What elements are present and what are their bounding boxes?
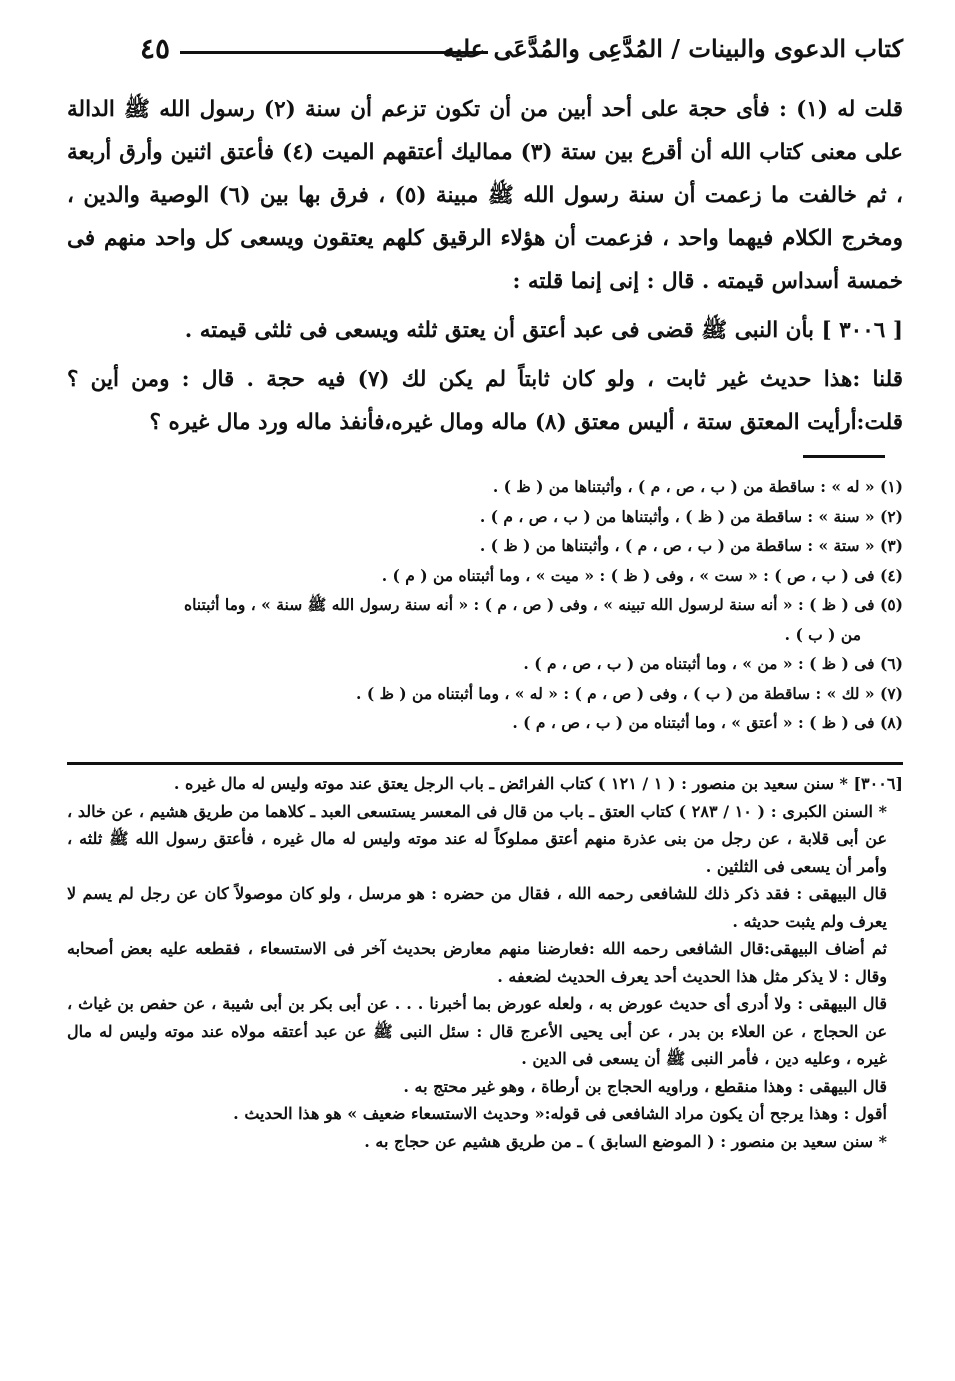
running-header — [140, 34, 903, 74]
footnote-6: (٦) فى ( ظ ) : « من » ، وما أثبتناه من ( ب ، ص ، م ) . — [523, 654, 903, 673]
header-rule — [180, 51, 488, 54]
hadith-references — [67, 770, 903, 1155]
footnote-1: (١) « له » : ساقطة من ( ب ، ص ، م ) ، وأثبتناها من ( ظ ) . — [492, 477, 903, 496]
running-title: كتاب الدعوى والبينات / المُدَّعِى والمُدَّعَى عليه — [442, 34, 903, 63]
page-number: ٤٥ — [140, 32, 171, 65]
main-text — [67, 88, 903, 444]
reference-4: ثم أضاف البيهقى:قال الشافعى رحمه الله :فعارضنا منهم معارض بحديث آخر فى الاستسعاء ، فقطعه عليه بعض أصحابه وقال : لا يذكر مثل هذا الحديث أحد يعرف الحديث لضعفه . — [67, 939, 887, 986]
footnote-3: (٣) « ستة » : ساقطة من ( ب ، ص ، م ) ، وأثبتناها من ( ظ ) . — [479, 536, 903, 555]
reference-2: * السنن الكبرى : ( ١٠ / ٢٨٣ ) كتاب العتق ـ باب من قال فى المعسر يستسعى العبد ـ كلاهما من طريق هشيم ، عن خالد ، عن أبى قلابة ، عن رجل من بنى عذرة منهم أعتق مملوكاً له عند موته وليس له مال غيره ، فأعتق رسول الله ﷺ ثلثه ، وأمر أن يسعى فى الثلثين . — [67, 801, 887, 876]
reference-5: قال البيهقى : ولا أدرى أى حديث عورض به ، ولعله عورض بما أخبرنا . . . عن أبى بكر بن أبى شيبة ، عن حفص بن غياث ، عن الحجاج ، عن العلاء بن بدر ، عن أبى يحيى الأعرج قال : سئل النبى ﷺ عن عبد أعتقه مولاه عند موته وليس له مال غيره ، وعليه دين ، فأمر النبى ﷺ أن يسعى فى الدين . — [67, 994, 888, 1068]
reference-6: قال البيهقى : وهذا منقطع ، وراويه الحجاج بن أرطاة ، وهو غير محتج به . — [403, 1076, 887, 1096]
footnote-5: (٥) فى ( ظ ) : « أنه سنة لرسول الله تبينه » ، وفى ( ص ، م ) : « أنه سنة رسول الله ﷺ سنة » ، وما أثبتناه — [183, 595, 903, 614]
main-paragraph-1: قلت له (١) : فأى حجة على أحد أبين من أن تكون تزعم أن سنة (٢) رسول الله ﷺ الدالة على معنى كتاب الله أن أقرع بين ستة (٣) مماليك أعتقهم الميت (٤) فأعتق اثنين وأرق أربعة ، ثم خالفت ما زعمت أن سنة رسول الله ﷺ مبينة (٥) ، فرق بها بين (٦) الوصية والدين ، ومخرج الكلام فيهما واحد ، فزعمت أن هؤلاء الرقيق كلهم يعتقون ويسعى كل واحد منهم فى خمسة أسداس قيمته . قال : إنى إنما قلته : — [67, 97, 903, 294]
footnote-separator — [803, 455, 885, 458]
main-paragraph-2: قلنا :هذا حديث غير ثابت ، ولو كان ثابتاً لم يكن لك (٧) فيه حجة . قال : ومن أين ؟ قلت:أرأيت المعتق ستة ، أليس معتق (٨) ماله ومال غيره،فأنفذ ماله ورد مال غيره ؟ — [67, 367, 903, 435]
reference-1: [٣٠٠٦] * سنن سعيد بن منصور : ( ١ / ١٢١ ) كتاب الفرائض ـ باب الرجل يعتق عند موته وليس له مال غيره . — [173, 774, 903, 793]
reference-7: أقول : وهذا يرجح أن يكون مراد الشافعى فى قوله:« وحديث الاستسعاء ضعيف » هو هذا الحديث . — [233, 1104, 887, 1123]
hadith-quote: [ ٣٠٠٦ ] بأن النبى ﷺ قضى فى عبد أعتق أن يعتق ثلثه ويسعى فى ثلثى قيمته . — [184, 318, 903, 343]
reference-8: * سنن سعيد بن منصور : ( الموضع السابق ) ـ من طريق هشيم عن حجاج به . — [364, 1131, 887, 1151]
footnote-2: (٢) « سنة » : ساقطة من ( ظ ) ، وأثبتناها من ( ب ، ص ، م ) . — [479, 506, 903, 526]
footnote-8: (٨) فى ( ظ ) : « أعتق » ، وما أثبتناه من ( ب ، ص ، م ) . — [512, 713, 903, 732]
references-separator — [67, 762, 903, 765]
footnote-4: (٤) فى ( ب ، ص ) : « ست » ، وفى ( ظ ) : « ميت » ، وما أثبتناه من ( م ) . — [381, 565, 903, 585]
footnote-5-continuation: من ( ب ) . — [784, 624, 861, 644]
footnote-7: (٧) « لك » : ساقطة من ( ب ) ، وفى ( ص ، م ) : « له » ، وما أثبتناه من ( ظ ) . — [356, 683, 903, 703]
reference-3: قال البيهقى : فقد ذكر ذلك للشافعى رحمه الله ، فقال من حضره : هو مرسل ، ولو كان موصولاً كان عن رجل لم يسم لا يعرف ولم يثبت حديثه . — [67, 884, 887, 931]
footnotes — [67, 472, 903, 738]
